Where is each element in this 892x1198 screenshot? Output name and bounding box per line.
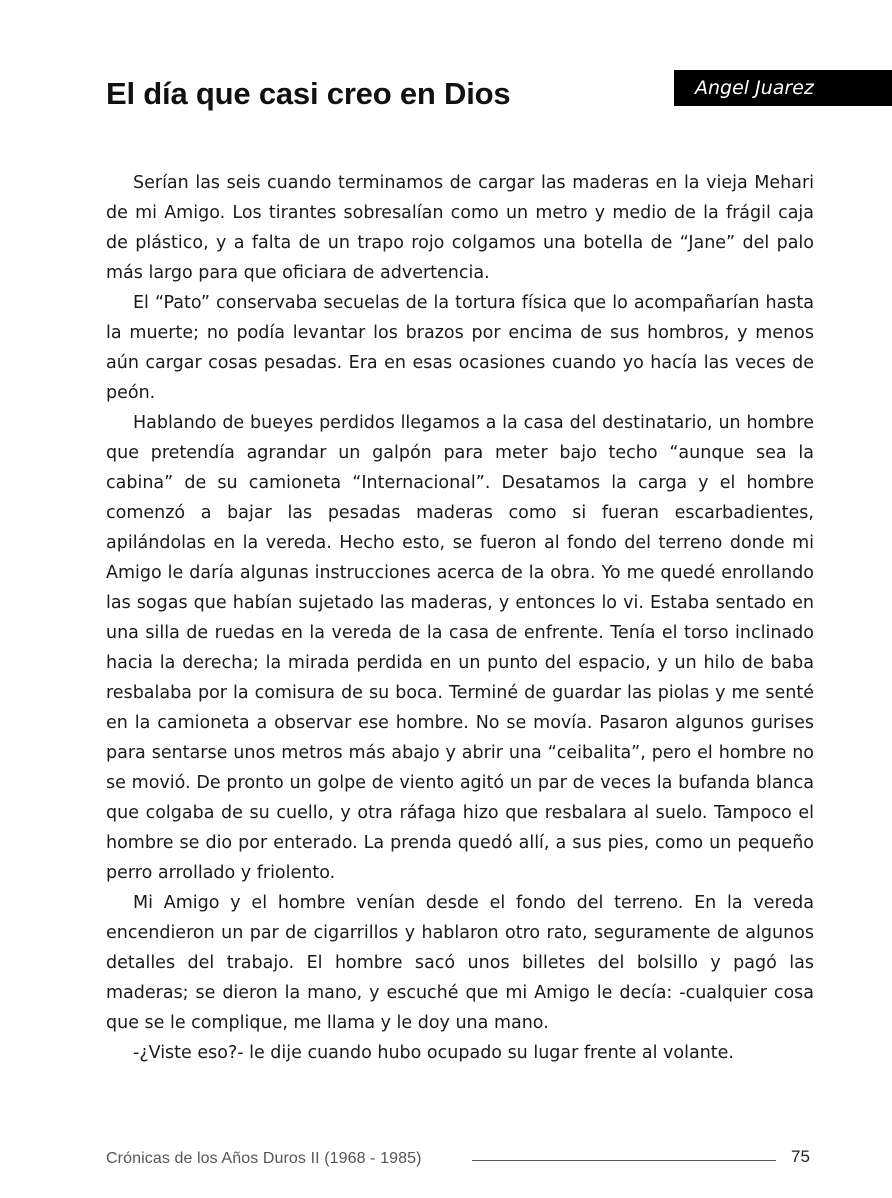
page-title: El día que casi creo en Dios — [106, 76, 511, 111]
paragraph: Hablando de bueyes perdidos llegamos a la casa del destinatario, un hombre que pretendía agrandar un galpón para meter bajo techo “aunque sea la cabina” de su camioneta “Internacional”. Desatamos la carga y el hombre comenzó a bajar las pesadas maderas como si fueran escarbadientes, apilándolas en la vereda. Hecho esto, se fueron al fondo del terreno donde mi Amigo le daría algunas instrucciones acerca de la obra. Yo me quedé enrollando las sogas que habían sujetado las maderas, y entonces lo vi. Estaba sentado en una silla de ruedas en la vereda de la casa de enfrente. Tenía el torso inclinado hacia la derecha; la mirada perdida en un punto del espacio, y un hilo de baba resbalaba por la comisura de su boca. Terminé de guardar las piolas y me senté en la camioneta a observar ese hombre. No se movía. Pasaron algunos gurises para sentarse unos metros más abajo y abrir una “ceibalita”, pero el hombre no se movió. De pronto un golpe de viento agitó un par de veces la bufanda blanca que colgaba de su cuello, y otra ráfaga hizo que resbalara al suelo. Tampoco el hombre se dio por enterado. La prenda quedó allí, a sus pies, como un pequeño perro arrollado y friolento. — [106, 413, 814, 883]
story-body — [106, 168, 814, 1068]
footer-divider — [472, 1160, 776, 1161]
paragraph: Serían las seis cuando terminamos de cargar las maderas en la vieja Mehari de mi Amigo. Los tirantes sobresalían como un metro y medio de la frágil caja de plástico, y a falta de un trapo rojo colgamos una botella de “Jane” del palo más largo para que oficiara de advertencia. — [106, 173, 814, 283]
author-banner — [674, 70, 892, 106]
footer-book-title: Crónicas de los Años Duros II (1968 - 1985) — [106, 1150, 422, 1167]
paragraph: Mi Amigo y el hombre venían desde el fondo del terreno. En la vereda encendieron un par de cigarrillos y hablaron otro rato, seguramente de algunos detalles del trabajo. El hombre sacó unos billetes del bolsillo y pagó las maderas; se dieron la mano, y escuché que mi Amigo le decía: -cualquier cosa que se le complique, me llama y le doy una mano. — [106, 893, 814, 1033]
author-name: Angel Juarez — [695, 77, 814, 99]
paragraph: El “Pato” conservaba secuelas de la tortura física que lo acompañarían hasta la muerte; no podía levantar los brazos por encima de sus hombros, y menos aún cargar cosas pesadas. Era en esas ocasiones cuando yo hacía las veces de peón. — [106, 293, 814, 403]
paragraph: -¿Viste eso?- le dije cuando hubo ocupado su lugar frente al volante. — [133, 1043, 734, 1063]
page-number: 75 — [791, 1147, 810, 1166]
